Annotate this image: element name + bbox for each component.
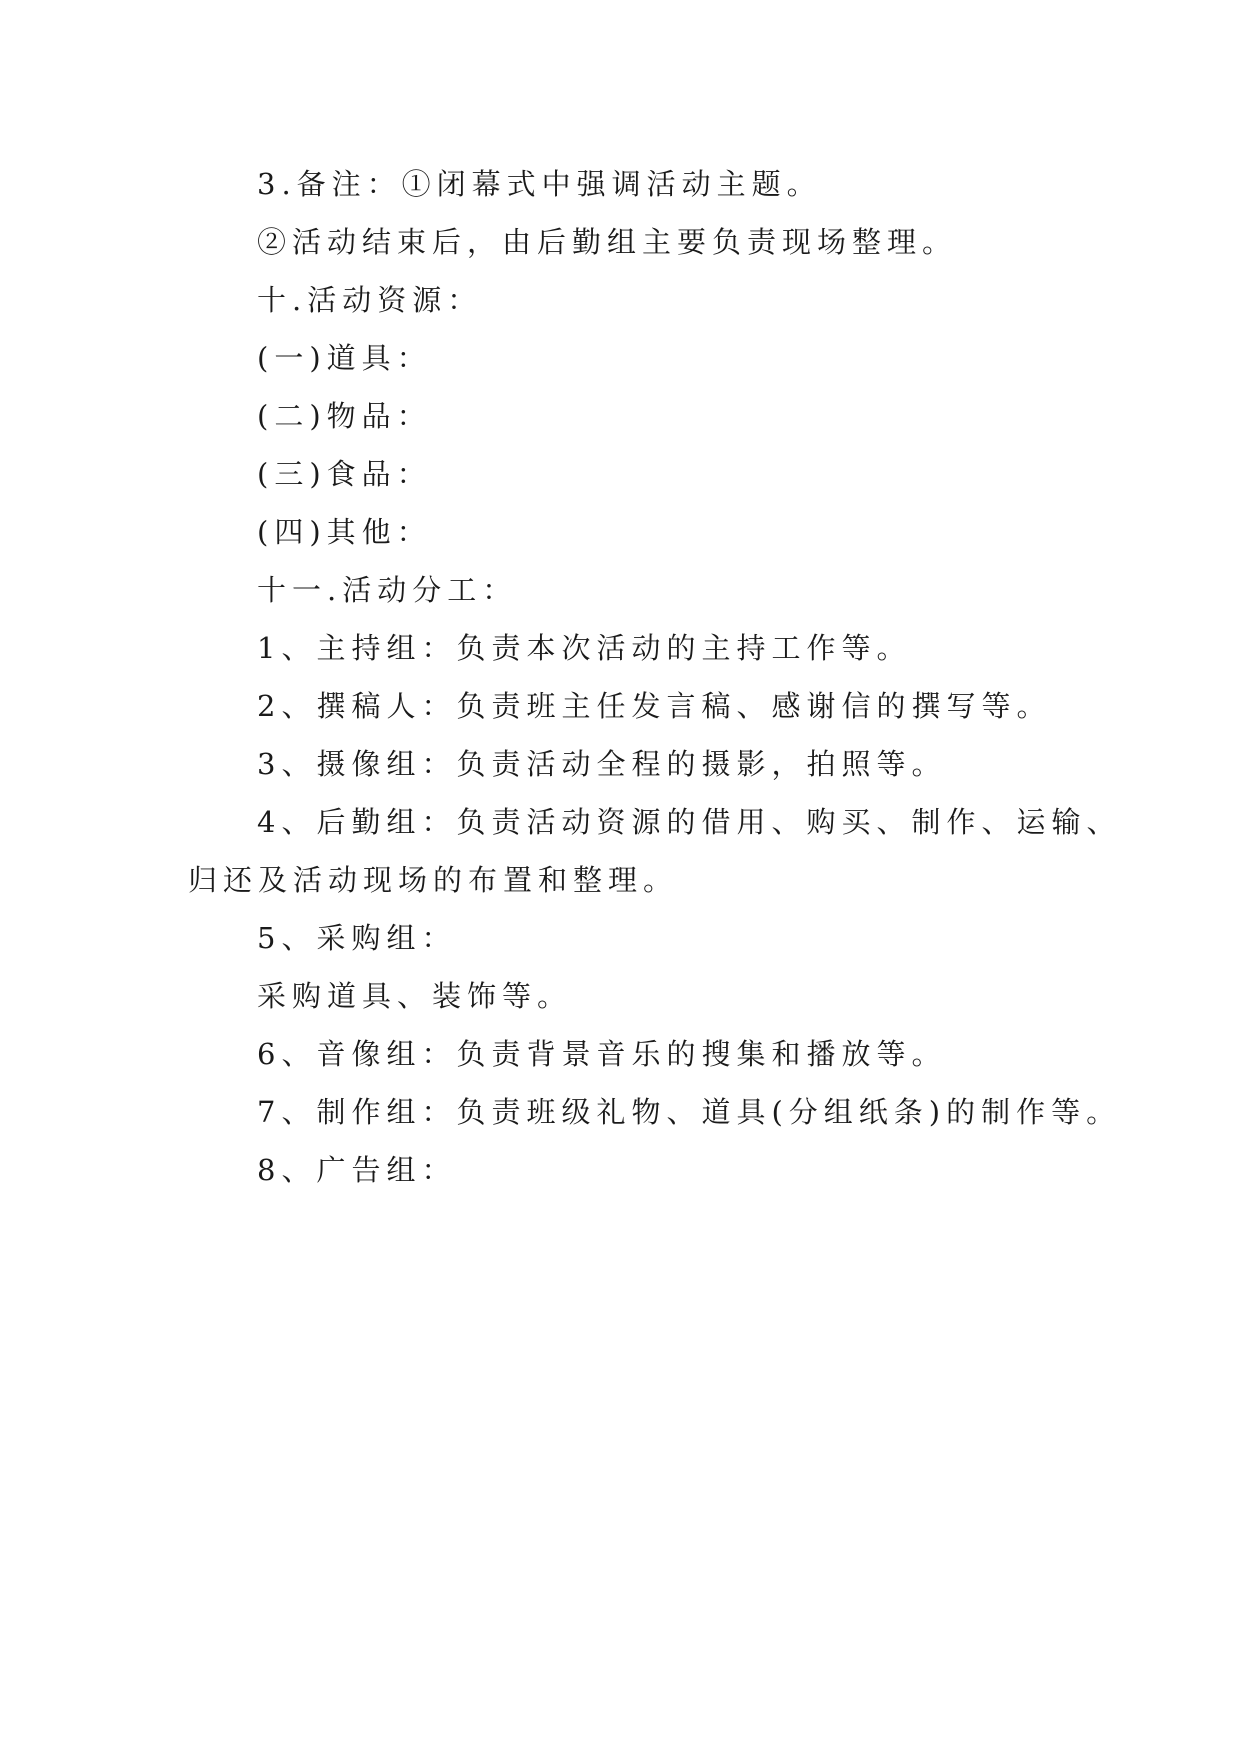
division-logistics-group: 4、后勤组：负责活动资源的借用、购买、制作、运输、 bbox=[257, 805, 1122, 839]
resource-food: (三)食品： bbox=[257, 457, 432, 491]
division-purchasing-group: 5、采购组： bbox=[257, 921, 457, 955]
resource-props: (一)道具： bbox=[257, 341, 432, 375]
division-production-group: 7、制作组：负责班级礼物、道具(分组纸条)的制作等。 bbox=[257, 1095, 1122, 1129]
note-cleanup: ②活动结束后，由后勤组主要负责现场整理。 bbox=[257, 225, 958, 259]
resource-other: (四)其他： bbox=[257, 515, 432, 549]
section-heading-division: 十一.活动分工： bbox=[257, 573, 518, 607]
division-purchasing-detail: 采购道具、装饰等。 bbox=[257, 979, 573, 1013]
division-advertising-group: 8、广告组： bbox=[257, 1153, 457, 1187]
resource-items: (二)物品： bbox=[257, 399, 432, 433]
note-closing-theme: 3.备注：①闭幕式中强调活动主题。 bbox=[257, 167, 822, 201]
division-host-group: 1、主持组：负责本次活动的主持工作等。 bbox=[257, 631, 912, 665]
section-heading-resources: 十.活动资源： bbox=[257, 283, 483, 317]
division-audio-video-group: 6、音像组：负责背景音乐的搜集和播放等。 bbox=[257, 1037, 947, 1071]
division-writer: 2、撰稿人：负责班主任发言稿、感谢信的撰写等。 bbox=[257, 689, 1052, 723]
division-camera-group: 3、摄像组：负责活动全程的摄影，拍照等。 bbox=[257, 747, 947, 781]
division-logistics-continued: 归还及活动现场的布置和整理。 bbox=[188, 863, 679, 897]
